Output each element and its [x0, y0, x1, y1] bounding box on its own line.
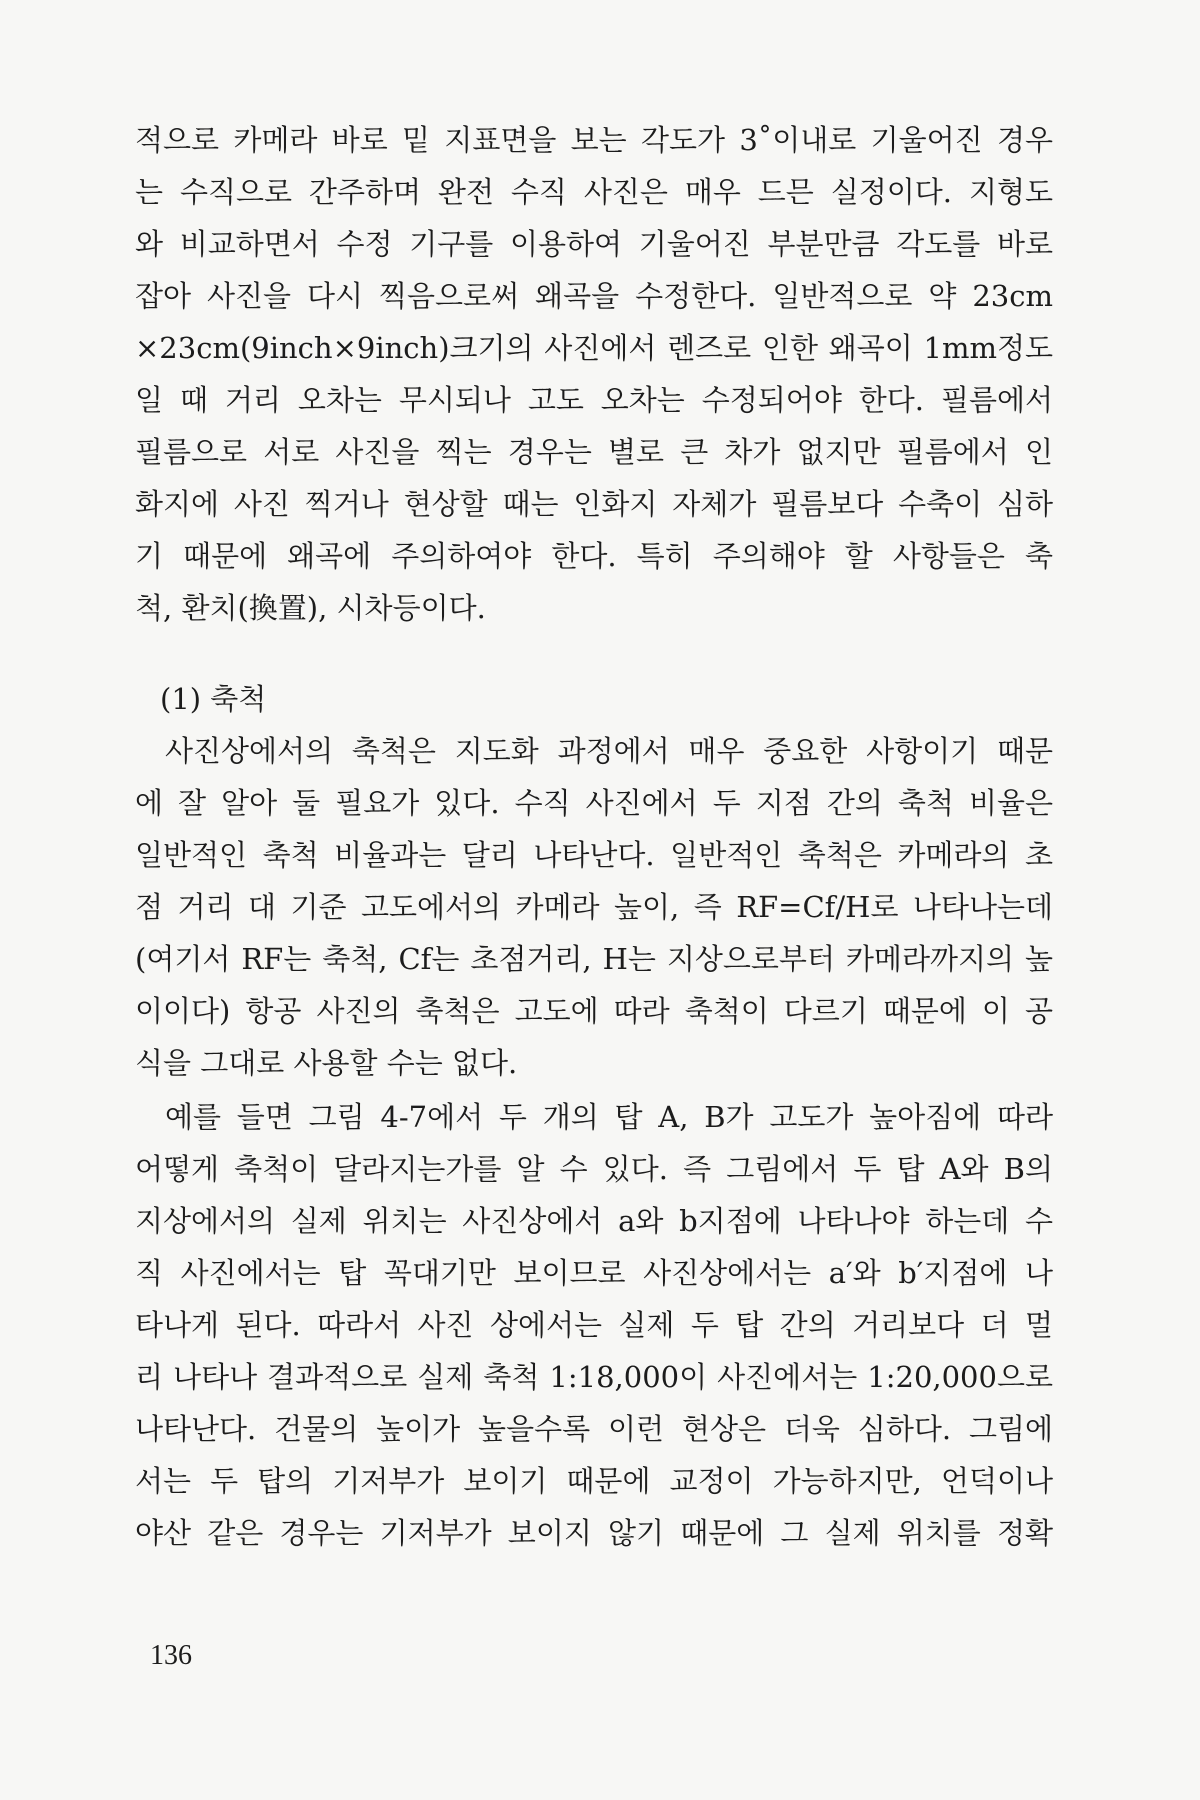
- text-line: 일반적인 축척 비율과는 달리 나타난다. 일반적인 축척은 카메라의 초: [135, 838, 1053, 872]
- text-line: 리 나타나 결과적으로 실제 축척 1:18,000이 사진에서는 1:20,000으로: [135, 1360, 1053, 1394]
- text-line: 예를 들면 그림 4-7에서 두 개의 탑 A, B가 고도가 높아짐에 따라: [165, 1100, 1053, 1134]
- text-line: 잡아 사진을 다시 찍음으로써 왜곡을 수정한다. 일반적으로 약 23cm: [135, 279, 1053, 313]
- text-line: 기 때문에 왜곡에 주의하여야 한다. 특히 주의해야 할 사항들은 축: [135, 539, 1053, 573]
- paragraph-2: [135, 725, 1053, 1089]
- text-line: 사진상에서의 축척은 지도화 과정에서 매우 중요한 사항이기 때문: [165, 734, 1053, 768]
- text-line: 화지에 사진 찍거나 현상할 때는 인화지 자체가 필름보다 수축이 심하: [135, 487, 1053, 521]
- text-line: 와 비교하면서 수정 기구를 이용하여 기울어진 부분만큼 각도를 바로: [135, 227, 1053, 261]
- text-line: ×23cm(9inch×9inch)크기의 사진에서 렌즈로 인한 왜곡이 1mm정도: [135, 331, 1053, 365]
- page-number: 136: [150, 1640, 192, 1671]
- text-line: 필름으로 서로 사진을 찍는 경우는 별로 큰 차가 없지만 필름에서 인: [135, 435, 1053, 469]
- text-line: 나타난다. 건물의 높이가 높을수록 이런 현상은 더욱 심하다. 그림에: [135, 1412, 1053, 1446]
- text-line: 지상에서의 실제 위치는 사진상에서 a와 b지점에 나타나야 하는데 수: [135, 1204, 1053, 1238]
- paragraph-1: [135, 114, 1053, 634]
- text-line: 서는 두 탑의 기저부가 보이기 때문에 교정이 가능하지만, 언덕이나: [135, 1464, 1053, 1498]
- text-line: 식을 그대로 사용할 수는 없다.: [135, 1046, 518, 1080]
- text-line: 에 잘 알아 둘 필요가 있다. 수직 사진에서 두 지점 간의 축척 비율은: [135, 786, 1053, 820]
- section-heading: (1) 축척: [160, 682, 267, 716]
- text-line: 타나게 된다. 따라서 사진 상에서는 실제 두 탑 간의 거리보다 더 멀: [135, 1308, 1053, 1342]
- text-line: 점 거리 대 기준 고도에서의 카메라 높이, 즉 RF=Cf/H로 나타나는데: [135, 890, 1053, 924]
- text-line: 이이다) 항공 사진의 축척은 고도에 따라 축척이 다르기 때문에 이 공: [135, 994, 1053, 1028]
- text-line: 일 때 거리 오차는 무시되나 고도 오차는 수정되어야 한다. 필름에서: [135, 383, 1053, 417]
- text-line: 척, 환치(換置), 시차등이다.: [135, 591, 486, 625]
- text-line: 는 수직으로 간주하며 완전 수직 사진은 매우 드믄 실정이다. 지형도: [135, 175, 1053, 209]
- text-line: 적으로 카메라 바로 밑 지표면을 보는 각도가 3˚이내로 기울어진 경우: [135, 123, 1053, 157]
- text-line: 야산 같은 경우는 기저부가 보이지 않기 때문에 그 실제 위치를 정확: [135, 1516, 1053, 1550]
- text-line: 직 사진에서는 탑 꼭대기만 보이므로 사진상에서는 a′와 b′지점에 나: [135, 1256, 1053, 1290]
- paragraph-3: [135, 1091, 1053, 1559]
- text-line: 어떻게 축척이 달라지는가를 알 수 있다. 즉 그림에서 두 탑 A와 B의: [135, 1152, 1053, 1186]
- text-line: (여기서 RF는 축척, Cf는 초점거리, H는 지상으로부터 카메라까지의 높: [135, 942, 1053, 976]
